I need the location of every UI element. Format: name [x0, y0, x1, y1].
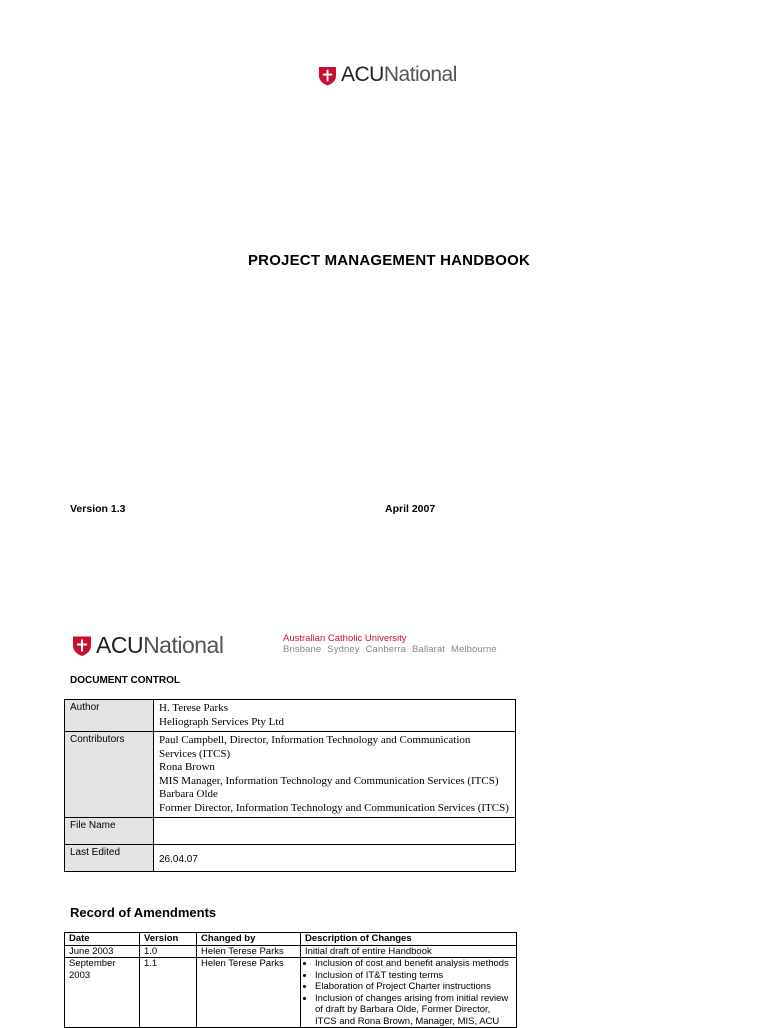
acu-shield-icon: [318, 65, 337, 86]
contributors-label: Contributors: [65, 732, 154, 818]
table-row: [65, 818, 516, 845]
university-block: [283, 633, 503, 655]
table-row: [65, 945, 517, 958]
file-name-label: File Name: [65, 818, 154, 845]
change-list: [305, 958, 512, 1027]
cell-description: [301, 958, 517, 1028]
document-title: PROJECT MANAGEMENT HANDBOOK: [247, 252, 531, 269]
cell-date: June 2003: [65, 945, 140, 958]
acu-national-logo: [318, 63, 457, 87]
file-name-value: [154, 818, 516, 845]
value-line: MIS Manager, Information Technology and Communication Services (ITCS): [159, 774, 499, 787]
record-of-amendments-heading: Record of Amendments: [70, 905, 217, 920]
acu-shield-icon: [72, 634, 92, 657]
contributors-value: [154, 732, 516, 818]
list-item: • Inclusion of changes arising from initial review of draft by Barbara Olde, Former Director, ITCS and Rona Brown, Manager, MIS, ACU: [315, 993, 512, 1028]
document-control-heading: DOCUMENT CONTROL: [70, 675, 180, 686]
logo-acu-text: ACU: [96, 632, 144, 658]
logo-national-text: National: [383, 63, 457, 86]
cell-date: September 2003: [65, 958, 140, 1028]
campus-item: Canberra: [365, 644, 406, 655]
table-row: [65, 958, 517, 1028]
logo-acu-text: ACU: [341, 63, 384, 86]
list-item: • Inclusion of IT&T testing terms: [315, 970, 512, 982]
campus-list: [283, 644, 503, 655]
value-line: Rona Brown: [159, 761, 215, 773]
column-header-changed-by: Changed by: [197, 933, 301, 946]
author-value: [154, 700, 516, 732]
table-header-row: [65, 933, 517, 946]
campus-item: Brisbane: [283, 644, 322, 655]
campus-item: Melbourne: [451, 644, 497, 655]
cell-version: 1.0: [140, 945, 197, 958]
cell-changed-by: Helen Terese Parks: [197, 945, 301, 958]
column-header-description: Description of Changes: [301, 933, 517, 946]
table-row: [65, 732, 516, 818]
table-row: [65, 845, 516, 872]
date-label: April 2007: [385, 503, 436, 515]
cell-version: 1.1: [140, 958, 197, 1028]
list-item: • Elaboration of Project Charter instructions: [315, 981, 512, 993]
cell-description: Initial draft of entire Handbook: [301, 945, 517, 958]
university-name: Australian Catholic University: [283, 633, 407, 644]
logo-national-text: National: [143, 632, 224, 658]
column-header-date: Date: [65, 933, 140, 946]
value-line: Paul Campbell, Director, Information Technology and Communication Services (ITCS): [159, 734, 471, 760]
version-label: Version 1.3: [70, 503, 126, 515]
cell-changed-by: Helen Terese Parks: [197, 958, 301, 1028]
column-header-version: Version: [140, 933, 197, 946]
campus-item: Ballarat: [412, 644, 446, 655]
value-line: Barbara Olde: [159, 788, 218, 800]
value-line: H. Terese Parks: [159, 702, 228, 714]
acu-national-logo-footer: [72, 632, 223, 659]
last-edited-value: 26.04.07: [154, 845, 516, 872]
amendments-table: [64, 932, 517, 1028]
campus-item: Sydney: [327, 644, 360, 655]
value-line: Former Director, Information Technology and Communication Services (ITCS): [159, 801, 509, 814]
table-row: [65, 700, 516, 732]
document-control-table: [64, 699, 516, 872]
last-edited-label: Last Edited: [65, 845, 154, 872]
value-line: Heliograph Services Pty Ltd: [159, 715, 284, 728]
list-item: • Inclusion of cost and benefit analysis methods: [315, 958, 512, 970]
author-label: Author: [65, 700, 154, 732]
